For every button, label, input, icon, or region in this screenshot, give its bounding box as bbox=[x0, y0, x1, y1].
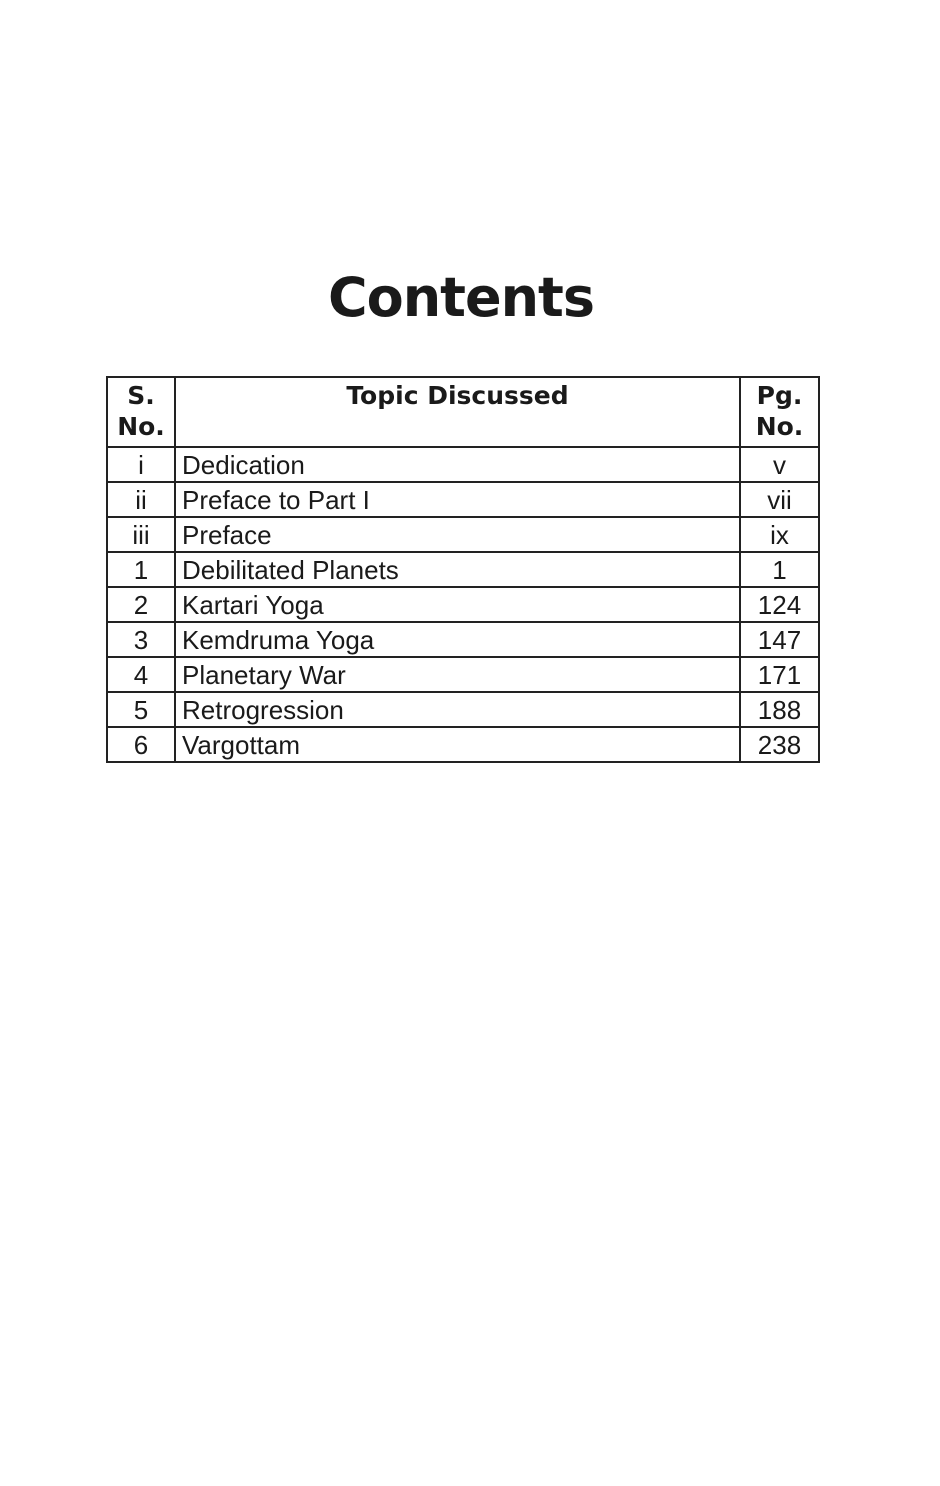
row-topic: Preface bbox=[175, 517, 740, 552]
header-page-line1: Pg. bbox=[756, 381, 803, 410]
table-row bbox=[107, 727, 819, 762]
table-row bbox=[107, 552, 819, 587]
row-serial: 3 bbox=[107, 622, 175, 657]
row-serial: 5 bbox=[107, 692, 175, 727]
row-page: 147 bbox=[740, 622, 819, 657]
row-topic: Preface to Part I bbox=[175, 482, 740, 517]
row-serial: 4 bbox=[107, 657, 175, 692]
row-page: 124 bbox=[740, 587, 819, 622]
header-page-number bbox=[740, 377, 819, 447]
row-page: v bbox=[740, 447, 819, 482]
row-serial: 1 bbox=[107, 552, 175, 587]
header-serial-number bbox=[107, 377, 175, 447]
row-topic: Retrogression bbox=[175, 692, 740, 727]
row-topic: Kemdruma Yoga bbox=[175, 622, 740, 657]
table-row bbox=[107, 482, 819, 517]
table-row bbox=[107, 587, 819, 622]
contents-table bbox=[106, 376, 820, 763]
table-row bbox=[107, 657, 819, 692]
header-serial-line2: No. bbox=[117, 412, 165, 441]
table-row bbox=[107, 692, 819, 727]
row-page: 171 bbox=[740, 657, 819, 692]
row-topic: Debilitated Planets bbox=[175, 552, 740, 587]
table-row bbox=[107, 517, 819, 552]
table-row bbox=[107, 622, 819, 657]
row-page: 1 bbox=[740, 552, 819, 587]
row-page: ix bbox=[740, 517, 819, 552]
row-serial: ii bbox=[107, 482, 175, 517]
row-serial: 6 bbox=[107, 727, 175, 762]
row-serial: 2 bbox=[107, 587, 175, 622]
row-page: vii bbox=[740, 482, 819, 517]
row-serial: iii bbox=[107, 517, 175, 552]
row-page: 238 bbox=[740, 727, 819, 762]
row-topic: Kartari Yoga bbox=[175, 587, 740, 622]
row-topic: Dedication bbox=[175, 447, 740, 482]
row-serial: i bbox=[107, 447, 175, 482]
row-page: 188 bbox=[740, 692, 819, 727]
table-header-row bbox=[107, 377, 819, 447]
header-topic: Topic Discussed bbox=[175, 377, 740, 447]
table-row bbox=[107, 447, 819, 482]
page-title: Contents bbox=[327, 266, 594, 329]
row-topic: Planetary War bbox=[175, 657, 740, 692]
header-page-line2: No. bbox=[755, 412, 804, 441]
row-topic: Vargottam bbox=[175, 727, 740, 762]
header-serial-line1: S. bbox=[127, 381, 155, 410]
